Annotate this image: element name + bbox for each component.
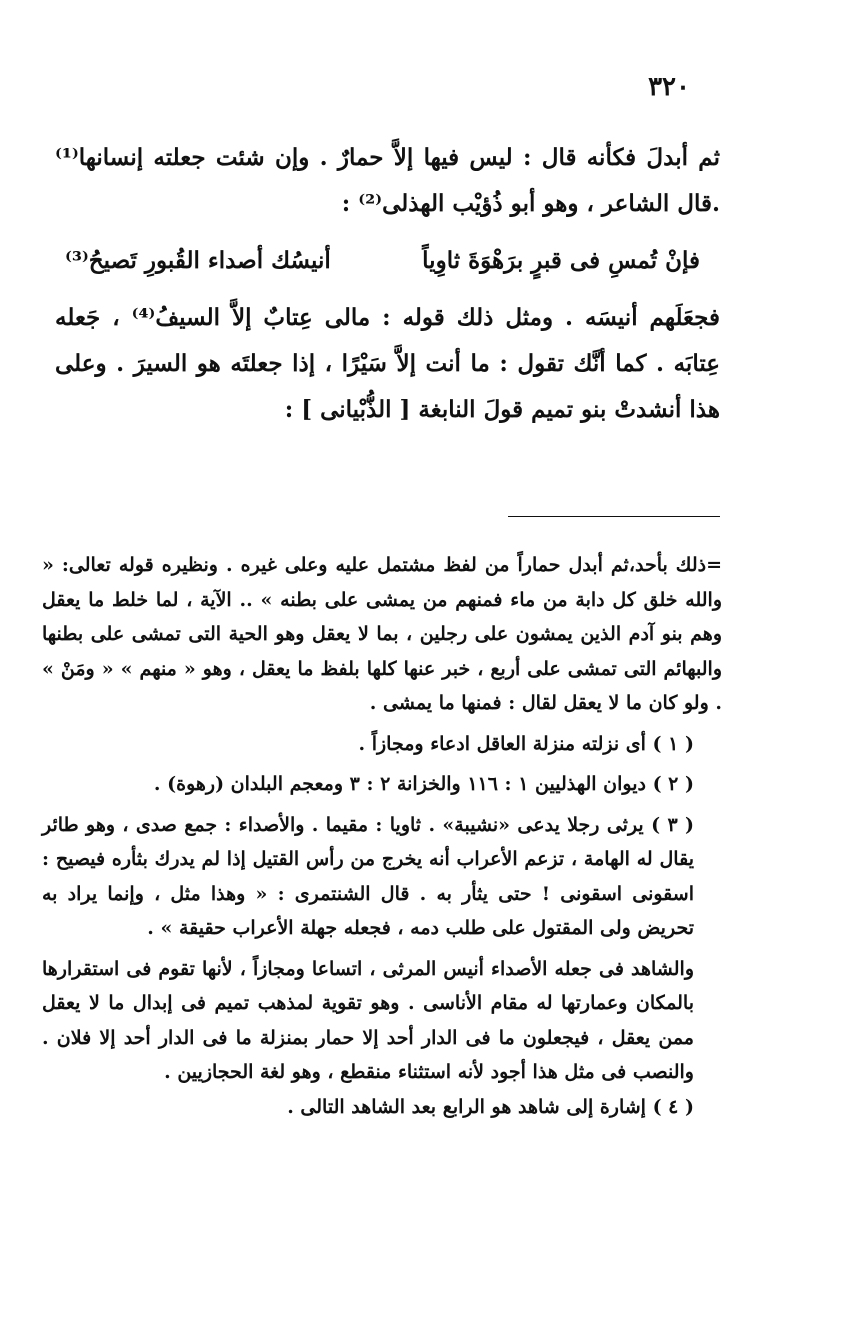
footnote-3-continuation: والشاهد فى جعله الأصداء أنيس المرثى ، اتساعا ومجازاً ، لأنها تقوم فى استقرارها بالمكان وعمارتها له مقام الأناسى . وهو تقوية لمذهب تميم فى إبدال ما لا يعقل ممن يعقل ، فيجعلون ما فى الدار أحد إلا حمار بمنزلة ما فى الدار أحد إلا فلان . والنصب فى مثل هذا أجود لأنه استثناء منقطع ، وهو لغة الحجازيين . — [42, 957, 694, 1083]
footnote-4: ( ٤ ) إشارة إلى شاهد هو الرابع بعد الشاهد التالى . — [287, 1095, 694, 1118]
main-paragraph-2: فجعَلَهم أنيسَه . ومثل ذلك قوله : مالى عِتابٌ إلاَّ السيفُ⁽⁴⁾ ، جَعله عِتابَه . كما أنَّك تقول : ما أنت إلاَّ سَيْرًا ، إذا جعلتَه هو السيرَ . وعلى هذا أنشدتْ بنو تميم قولَ النابغة [ الذُّبْيانى ] : — [55, 304, 720, 423]
page-number: ٣٢٠ — [648, 72, 690, 102]
footnote-divider — [508, 516, 720, 517]
footnotes — [42, 548, 722, 1124]
footnote-3: ( ٣ ) يرثى رجلا يدعى «نشيبة» . ثاويا : مقيما . والأصداء : جمع صدى ، وهو طائر يقال له الهامة ، تزعم الأعراب أنه يخرج من رأس القتيل إذا لم يدرك بثأره فيصيح : اسقونى اسقونى ! حتى يثأر به . قال الشنتمرى : « وهذا مثل ، وإنما يراد به تحريض ولى المقتول على طلب دمه ، فجعله جهلة الأعراب حقيقة » . — [42, 813, 695, 939]
main-text — [55, 135, 720, 433]
verse-second-hemistich: أنيسُك أصداء القُبورِ تَصيحُ⁽³⁾ — [65, 247, 331, 274]
footnote-continuation: =ذلك بأحد،ثم أبدل حماراً من لفظ مشتمل عليه وعلى غيره . ونظيره قوله تعالى: « والله خلق كل دابة من ماء فمنهم من يمشى على بطنه » .. الآية ، لما خلط ما يعقل وهم بنو آدم الذين يمشون على رجلين ، بما لا يعقل وهو الحية التى تمشى على بطنها والبهائم التى تمشى على أربع ، خبر عنها كلها بلفظ ما يعقل ، وهو « منهم » « ومَنْ » . ولو كان ما لا يعقل لقال : فمنها ما يمشى . — [42, 554, 722, 714]
footnote-2: ( ٢ ) ديوان الهذليين ١ : ١١٦ والخزانة ٢ : ٣ ومعجم البلدان (رهوة) . — [153, 773, 694, 795]
poetry-verse — [55, 241, 720, 281]
footnote-1: ( ١ ) أى نزلته منزلة العاقل ادعاء ومجازاً . — [358, 732, 694, 755]
main-paragraph-1: ثم أبدلَ فكأنه قال : ليس فيها إلاَّ حمارٌ . وإن شئت جعلته إنسانها⁽¹⁾ .قال الشاعر ، وهو أبو ذُؤيْب الهذلى⁽²⁾ : — [55, 144, 720, 217]
verse-first-hemistich: فإنْ تُمسِ فى قبرٍ برَهْوَةَ ثاوِياً — [422, 247, 700, 274]
